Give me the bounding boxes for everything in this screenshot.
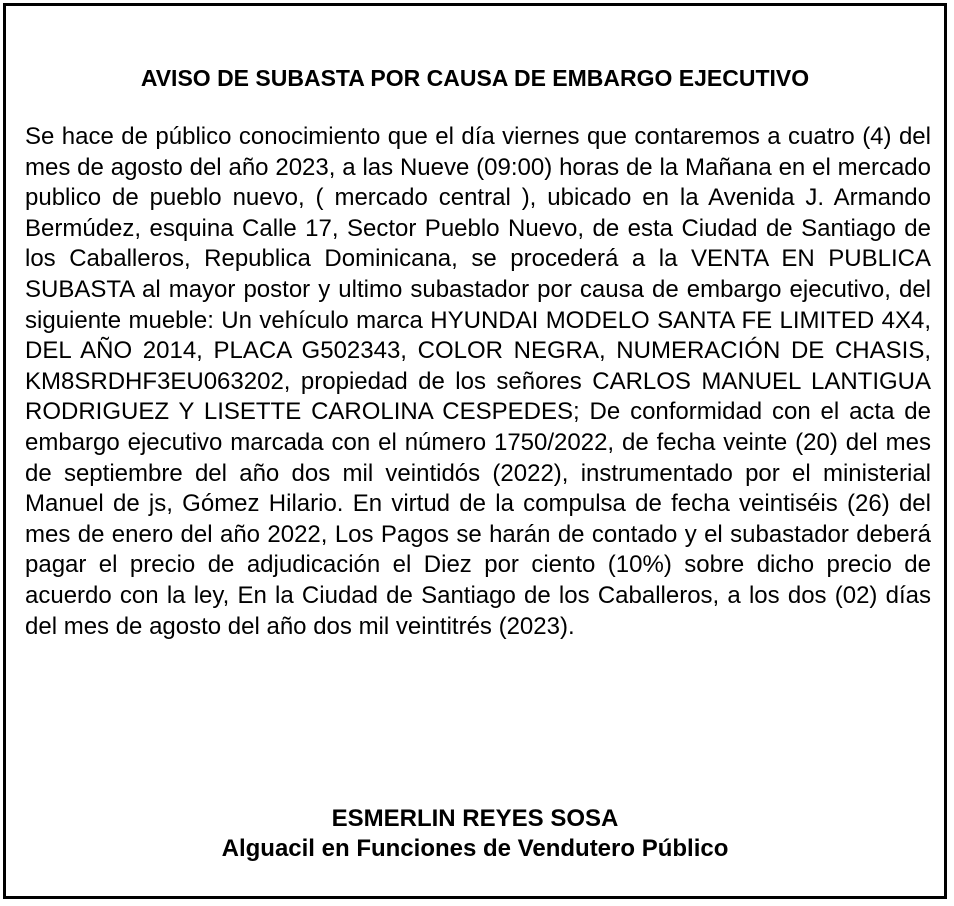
signature-name: ESMERLIN REYES SOSA	[331, 805, 619, 832]
signature-role: Alguacil en Funciones de Vendutero Público	[221, 835, 729, 862]
notice-frame	[3, 3, 947, 899]
notice-body: Se hace de público conocimiento que el día viernes que contaremos a cuatro (4) del mes de agosto del año 2023, a las Nueve (09:00) horas de la Mañana en el mercado publico de pueblo nuevo, ( mercado central ), ubicado en la Avenida J. Armando Bermúdez, esquina Calle 17, Sector Pueblo Nuevo, de esta Ciudad de Santiago de los Caballeros, Republica Dominicana, se procederá a la VENTA EN PUBLICA SUBASTA al mayor postor y ultimo subastador por causa de embargo ejecutivo, del siguiente mueble: Un vehículo marca HYUNDAI MODELO SANTA FE LIMITED 4X4, DEL AÑO 2014, PLACA G502343, COLOR NEGRA, NUMERACIÓN DE CHASIS, KM8SRDHF3EU063202, propiedad de los señores CARLOS MANUEL LANTIGUA RODRIGUEZ Y LISETTE CAROLINA CESPEDES; De conformidad con el acta de embargo ejecutivo marcada con el número 1750/2022, de fecha veinte (20) del mes de septiembre del año dos mil veintidós (2022), instrumentado por el ministerial Manuel de js, Gómez Hilario. En virtud de la compulsa de fecha veintiséis (26) del mes de enero del año 2022, Los Pagos se harán de contado y el subastador deberá pagar el precio de adjudicación el Diez por ciento (10%) sobre dicho precio de acuerdo con la ley, En la Ciudad de Santiago de los Caballeros, a los dos (02) días del mes de agosto del año dos mil veintitrés (2023).	[25, 123, 931, 640]
signature-block	[6, 804, 944, 864]
notice-title: AVISO DE SUBASTA POR CAUSA DE EMBARGO EJECUTIVO	[140, 65, 810, 91]
